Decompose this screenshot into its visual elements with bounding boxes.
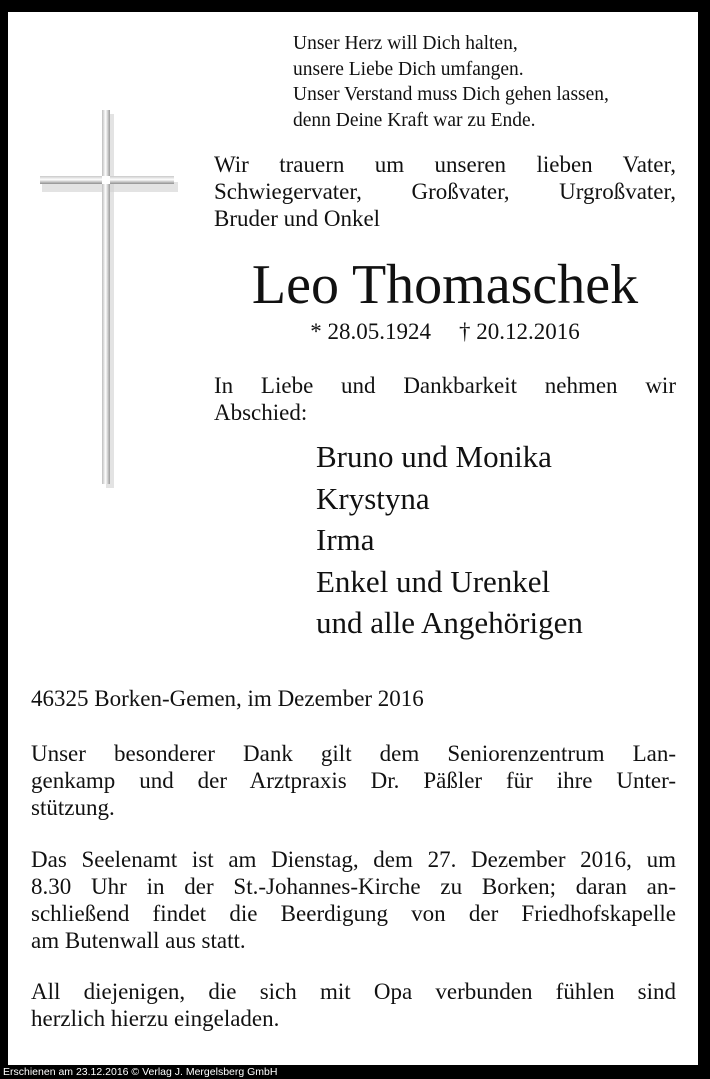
thanks-line: Unser besonderer Dank gilt dem Seniorenzentrum Lan- bbox=[31, 741, 676, 766]
service-paragraph bbox=[31, 846, 676, 954]
intro-line: Schwiegervater, Großvater, Urgroßvater, bbox=[214, 179, 676, 204]
mourner: Bruno und Monika bbox=[316, 439, 552, 474]
life-dates bbox=[214, 319, 676, 345]
cross-icon bbox=[40, 110, 180, 490]
intro-text bbox=[214, 151, 676, 232]
mourner: Irma bbox=[316, 522, 375, 557]
invitation-paragraph bbox=[31, 978, 676, 1032]
service-line: schließend findet die Beerdigung von der Friedhofskapelle bbox=[31, 901, 676, 926]
publication-footer: Erschienen am 23.12.2016 © Verlag J. Mergelsberg GmbH bbox=[0, 1065, 710, 1079]
place-date: 46325 Borken-Gemen, im Dezember 2016 bbox=[31, 686, 424, 711]
thanks-line: genkamp und der Arztpraxis Dr. Päßler für ihre Unter- bbox=[31, 768, 676, 793]
service-line: 8.30 Uhr in der St.-Johannes-Kirche zu Borken; daran an- bbox=[31, 874, 676, 899]
poem-line: denn Deine Kraft war zu Ende. bbox=[293, 109, 536, 131]
thanks-paragraph bbox=[31, 740, 676, 821]
mourner: Krystyna bbox=[316, 480, 430, 516]
mourners-list bbox=[316, 436, 583, 644]
mourner: Enkel und Urenkel bbox=[316, 563, 551, 599]
poem-line: Unser Verstand muss Dich gehen lassen, bbox=[293, 84, 609, 105]
intro-line: Wir trauern um unseren lieben Vater, bbox=[214, 152, 676, 177]
poem-line: Unser Herz will Dich halten, bbox=[293, 33, 518, 54]
poem bbox=[293, 31, 609, 133]
service-line: am Butenwall aus statt. bbox=[31, 928, 246, 953]
farewell-text bbox=[214, 372, 676, 426]
invitation-line: herzlich hierzu eingeladen. bbox=[31, 1006, 280, 1031]
birth-date: * 28.05.1924 bbox=[310, 319, 431, 344]
service-line: Das Seelenamt ist am Dienstag, dem 27. Dezember 2016, um bbox=[31, 847, 676, 872]
death-date: † 20.12.2016 bbox=[459, 319, 580, 344]
farewell-line: Abschied: bbox=[214, 400, 308, 425]
intro-line: Bruder und Onkel bbox=[214, 206, 381, 231]
deceased-name: Leo Thomaschek bbox=[251, 254, 639, 316]
thanks-line: stützung. bbox=[31, 795, 115, 820]
farewell-line: In Liebe und Dankbarkeit nehmen wir bbox=[214, 373, 676, 398]
mourner: und alle Angehörigen bbox=[316, 605, 583, 640]
invitation-line: All diejenigen, die sich mit Opa verbunden fühlen sind bbox=[31, 979, 676, 1004]
poem-line: unsere Liebe Dich umfangen. bbox=[293, 58, 524, 80]
